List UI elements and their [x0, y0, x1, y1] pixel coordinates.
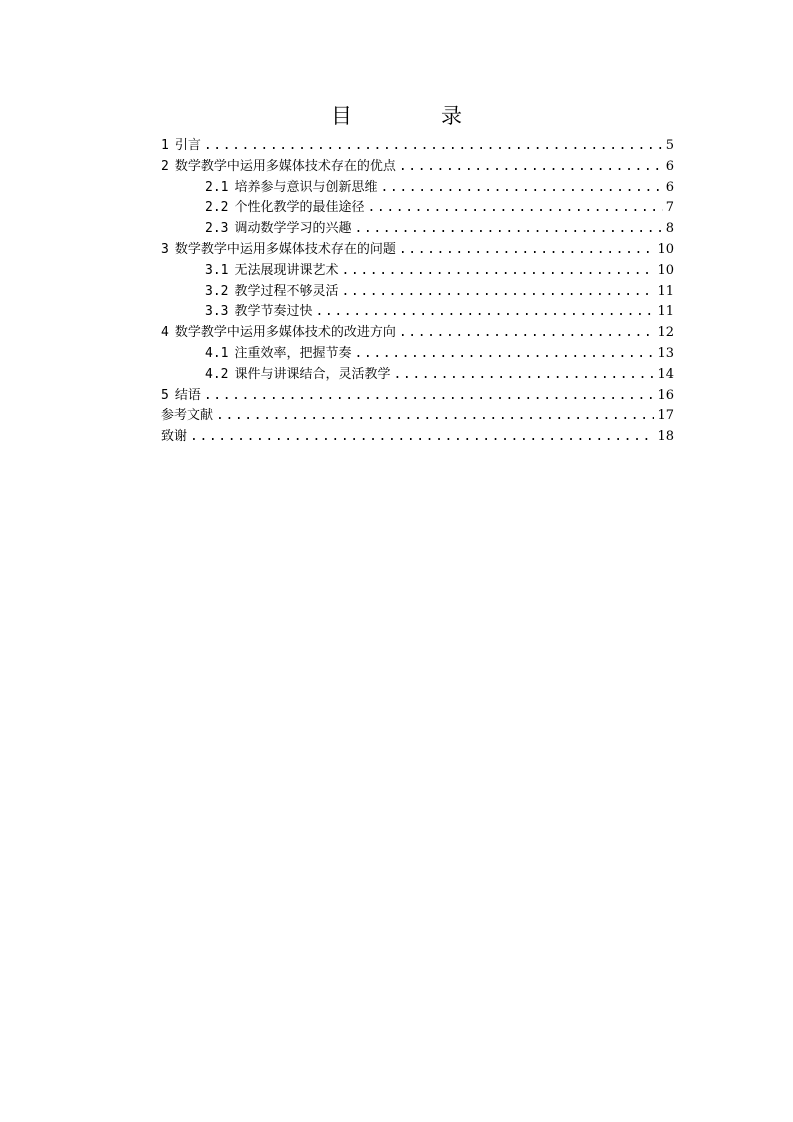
toc-entry-page: 11: [657, 304, 674, 320]
toc-entry-number: 1: [161, 138, 169, 153]
toc-entry-page: 13: [657, 345, 674, 361]
toc-entry[interactable]: [161, 261, 674, 282]
toc-dot-leader: [368, 198, 663, 219]
toc-entry-page: 18: [657, 429, 674, 445]
toc-entry-page: 8: [665, 221, 674, 237]
toc-entry[interactable]: [161, 136, 674, 157]
toc-entry-page: 6: [665, 158, 674, 174]
toc-entry-title: 数学教学中运用多媒体技术的改进方向: [174, 325, 396, 341]
toc-dot-leader: [381, 178, 663, 199]
toc-entry[interactable]: [161, 386, 674, 407]
toc-entry-page: 6: [665, 179, 674, 195]
toc-entry[interactable]: [161, 282, 674, 303]
toc-entry-number: 4: [161, 325, 169, 341]
toc-dot-leader: [190, 427, 654, 448]
toc-dot-leader: [204, 386, 655, 407]
toc-entry-title: 调动数学学习的兴趣: [234, 221, 352, 237]
toc-entry-number: 4.2: [205, 366, 229, 382]
toc-dot-leader: [342, 282, 655, 303]
toc-entry-page: 17: [657, 408, 674, 424]
toc-dot-leader: [355, 219, 663, 240]
toc-entry[interactable]: [161, 240, 674, 261]
toc-entry-title: 数学教学中运用多媒体技术存在的问题: [174, 241, 396, 257]
toc-entry[interactable]: [161, 302, 674, 323]
toc-entry-page: 12: [657, 325, 674, 341]
toc-entry-number: 3: [161, 241, 169, 257]
toc-dot-leader: [204, 136, 663, 157]
toc-entry-page: 10: [657, 241, 674, 257]
toc-entry-number: 4.1: [205, 345, 229, 361]
toc-entry[interactable]: [161, 198, 674, 219]
toc-entry-title: 参考文献: [161, 408, 214, 424]
toc-entry-title: 个性化教学的最佳途径: [234, 200, 365, 216]
toc-entry-number: 2.2: [205, 200, 229, 216]
toc-entry-title: 致谢: [161, 429, 188, 445]
toc-entry-page: 14: [657, 366, 674, 382]
toc-entry-page: 10: [657, 262, 674, 278]
toc-entry[interactable]: [161, 219, 674, 240]
toc-entry-page: 7: [665, 200, 674, 216]
toc-entry-number: 2: [161, 158, 169, 174]
toc-entry[interactable]: [161, 406, 674, 427]
toc-entry-page: 5: [665, 138, 674, 153]
toc-entry[interactable]: [161, 178, 674, 199]
toc-dot-leader: [355, 344, 655, 365]
toc-dot-leader: [399, 240, 655, 261]
toc-entry-title: 培养参与意识与创新思维: [234, 179, 378, 195]
toc-entry-title: 结语: [174, 387, 201, 403]
toc-dot-leader: [216, 406, 654, 427]
toc-entry-number: 2.1: [205, 179, 229, 195]
toc-entry-title: 教学过程不够灵活: [234, 283, 339, 299]
toc-entry-title: 数学教学中运用多媒体技术存在的优点: [174, 158, 396, 174]
toc-dot-leader: [399, 157, 663, 178]
toc-entry-title: 注重效率，把握节奏: [234, 345, 352, 361]
toc-entry-number: 2.3: [205, 221, 229, 237]
toc-dot-leader: [316, 302, 655, 323]
toc-entry-number: 3.2: [205, 283, 229, 299]
toc-entry-title: 引言: [174, 138, 201, 153]
toc-entry[interactable]: [161, 365, 674, 386]
toc-entry-title: 无法展现讲课艺术: [234, 262, 339, 278]
toc-entry-number: 5: [161, 387, 169, 403]
toc-entry-number: 3.1: [205, 262, 229, 278]
toc-entry[interactable]: [161, 427, 674, 448]
toc-entry[interactable]: [161, 323, 674, 344]
toc-entry-title: 教学节奏过快: [234, 304, 313, 320]
toc-entry[interactable]: [161, 157, 674, 178]
toc-dot-leader: [342, 261, 655, 282]
toc-entry-title: 课件与讲课结合，灵活教学: [234, 366, 391, 382]
toc-entry[interactable]: [161, 344, 674, 365]
toc-entry-number: 3.3: [205, 304, 229, 320]
toc-dot-leader: [399, 323, 655, 344]
toc-dot-leader: [394, 365, 655, 386]
toc-entry-page: 11: [657, 283, 674, 299]
toc-entry-page: 16: [657, 387, 674, 403]
toc-title: 目 录: [331, 104, 496, 128]
table-of-contents: [161, 136, 674, 448]
